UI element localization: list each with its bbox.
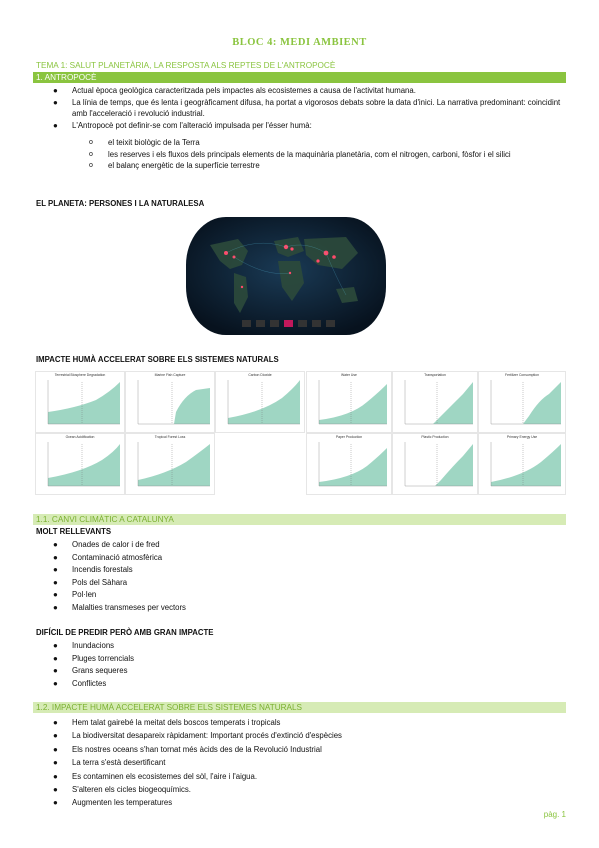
chart-title: Paper Production [335,435,363,439]
list-item: ● Hem talat gairebé la meitat dels boscos temperats i tropicals [72,716,566,729]
list-item: ● Incendis forestals [72,564,566,577]
chart-terrestrial-biosphere [35,371,125,433]
bullet-icon: ● [53,785,58,795]
chart-primary-energy [478,433,566,495]
circle-bullet-icon: o [89,139,93,146]
bullet-icon: ● [53,678,58,688]
list-item: ● Es contaminen els ecosistemes del sòl, l'aire i l'aigua. [72,770,566,783]
impact-heading: IMPACTE HUMÀ ACCELERAT SOBRE ELS SISTEMES NATURALS [36,355,279,364]
bullet-icon: ● [53,641,58,650]
section-1-sublist [89,137,566,172]
bullet-icon: ● [53,540,58,549]
list-item: ● Onades de calor i de fred [72,539,566,552]
list-item: o el balanç energètic de la superfície terrestre [89,161,260,170]
sub-heading-molt-rellevants: MOLT RELLEVANTS [36,527,112,536]
sub-heading-dificil-predir: DIFÍCIL DE PREDIR PERÒ AMB GRAN IMPACTE [36,628,214,637]
list-item: ● Augmenten les temperatures [72,796,566,809]
bullet-icon: ● [53,120,58,130]
bullet-icon: ● [53,771,58,781]
chart-paper [306,433,392,495]
relevant-risks-list [53,539,566,614]
bullet-icon: ● [53,653,58,663]
chart-title: Carbon Dioxide [248,373,272,377]
chart-title: Ocean Acidification [65,435,95,439]
list-item: ● L'Antropocè pot definir-se com l'alteració impulsada per l'ésser humà: [53,120,312,130]
section-1-list [53,85,566,131]
section-1-heading: 1. ANTROPOCÈ [33,72,566,83]
bullet-icon: ● [53,602,58,612]
page-number: pàg. 1 [543,810,566,819]
section-1-1-heading: 1.1. CANVI CLIMÀTIC A CATALUNYA [33,514,566,525]
list-item: ● S'alteren els cicles biogeoquímics. [72,783,566,796]
circle-bullet-icon: o [89,150,93,158]
list-item: o les reserves i els fluxos dels principals elements de la maquinària planetària, com el nitrogen, carboni, fòsfor i el silici [89,149,511,159]
bullet-icon: ● [53,86,58,95]
list-item: ● Conflictes [72,678,566,691]
list-item: o el teixit biològic de la Terra [89,138,200,147]
bullet-icon: ● [53,731,58,741]
chart-ocean-acidification [35,433,125,495]
page-title: BLOC 4: MEDI AMBIENT [232,37,367,48]
bullet-icon: ● [53,590,58,599]
bullet-icon: ● [53,758,58,768]
chart-transportation [392,371,478,433]
list-item: ● Els nostres oceans s'han tornat més àcids des de la Revolució Industrial [72,743,566,756]
planet-heading: EL PLANETA: PERSONES I LA NATURALESA [36,199,205,208]
chart-marine-fish [125,371,215,433]
world-map-image [186,217,386,335]
bullet-icon: ● [53,565,58,574]
chart-plastic [392,433,478,495]
bullet-icon: ● [53,798,58,808]
list-item: ● Inundacions [72,640,566,653]
chart-title: Terrestrial Biosphere Degradation [54,373,106,377]
list-item: ● Malalties transmeses per vectors [72,602,566,615]
bullet-icon: ● [53,97,58,107]
list-item: ● La terra s'està desertificant [72,756,566,769]
chart-title: Marine Fish Capture [154,373,186,377]
list-item: ● Actual època geològica caracteritzada pels impactes als ecosistemes a causa de l'activitat humana. [53,86,416,95]
chart-title: Fertilizer Consumption [505,373,539,377]
bullet-icon: ● [53,744,58,754]
topic-title: TEMA 1: SALUT PLANETÀRIA, LA RESPOSTA ALS REPTES DE L'ANTROPOCÈ [36,61,336,70]
list-item: ● Pols del Sàhara [72,577,566,590]
chart-title: Primary Energy Use [506,435,538,439]
circle-bullet-icon: o [89,162,93,169]
list-item: ● Contaminació atmosfèrica [72,552,566,565]
chart-water-use [306,371,392,433]
chart-carbon-dioxide [215,371,305,433]
chart-tropical-forest [125,433,215,495]
list-item: ● La biodiversitat desapareix ràpidament: Important procés d'extinció d'espècies [72,729,566,742]
list-item: ● La línia de temps, que és lenta i geogràficament difusa, ha portat a vigorosos debats sobre la data d'inici. La narrativa predominant: coincidint amb l'acceleració i revolució industrial. [53,97,561,118]
bullet-icon: ● [53,718,58,727]
hard-to-predict-list [53,640,566,690]
bullet-icon: ● [53,552,58,562]
chart-title: Plastic Production [421,435,449,439]
chart-title: Tropical Forest Loss [154,435,186,439]
chart-title: Water Use [341,373,357,377]
chart-fertilizer [478,371,566,433]
impacts-list [53,716,566,810]
list-item: ● Pol·len [72,589,566,602]
list-item: ● Pluges torrencials [72,653,566,666]
bullet-icon: ● [53,666,58,675]
bullet-icon: ● [53,577,58,587]
chart-title: Transportation [424,373,446,377]
section-1-2-heading: 1.2. IMPACTE HUMÀ ACCELERAT SOBRE ELS SISTEMES NATURALS [33,702,566,713]
list-item: ● Grans sequeres [72,665,566,678]
